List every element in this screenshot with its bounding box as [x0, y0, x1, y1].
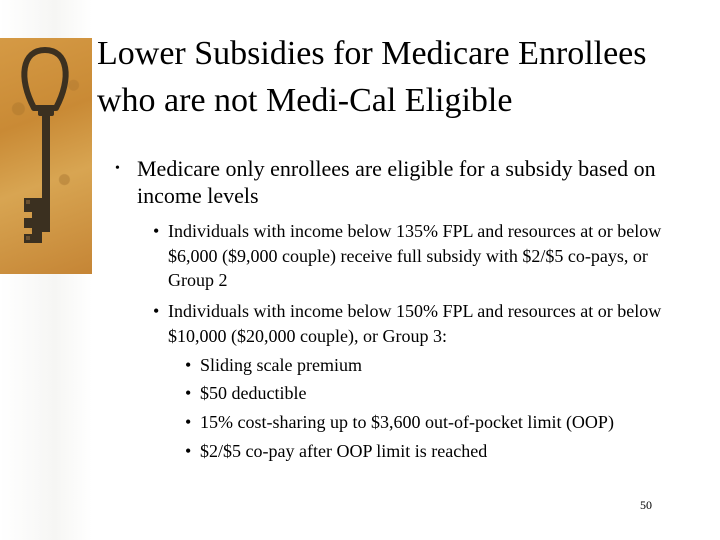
bullet-marker: •	[185, 412, 192, 432]
bullet-level2-text: Individuals with income below 135% FPL and resources at or below $6,000 ($9,000 couple) receive full subsidy with $2/$5 co-pays, or Group 2	[168, 221, 662, 290]
key-image	[0, 38, 92, 274]
bullet-level3-text: $2/$5 co-pay after OOP limit is reached	[200, 441, 488, 461]
antique-key-icon	[0, 38, 92, 274]
bullet-marker: •	[185, 355, 192, 375]
bullet-level3-text: $50 deductible	[200, 383, 307, 403]
bullet-marker: •	[153, 301, 160, 321]
bullet-marker: •	[153, 221, 160, 241]
bullet-marker: •	[115, 161, 120, 176]
page-number: 50	[640, 498, 652, 512]
slide-title: Lower Subsidies for Medicare Enrollees who are not Medi-Cal Eligible	[97, 35, 647, 119]
bullet-level3-text: Sliding scale premium	[200, 355, 362, 375]
bullet-marker: •	[185, 441, 192, 461]
bullet-marker: •	[185, 383, 192, 403]
bullet-level3-text: 15% cost-sharing up to $3,600 out-of-pocket limit (OOP)	[200, 412, 614, 432]
bullet-level1-text: Medicare only enrollees are eligible for a subsidy based on income levels	[137, 156, 656, 208]
bullet-level2-text: Individuals with income below 150% FPL and resources at or below $10,000 ($20,000 couple), or Group 3:	[168, 301, 662, 346]
